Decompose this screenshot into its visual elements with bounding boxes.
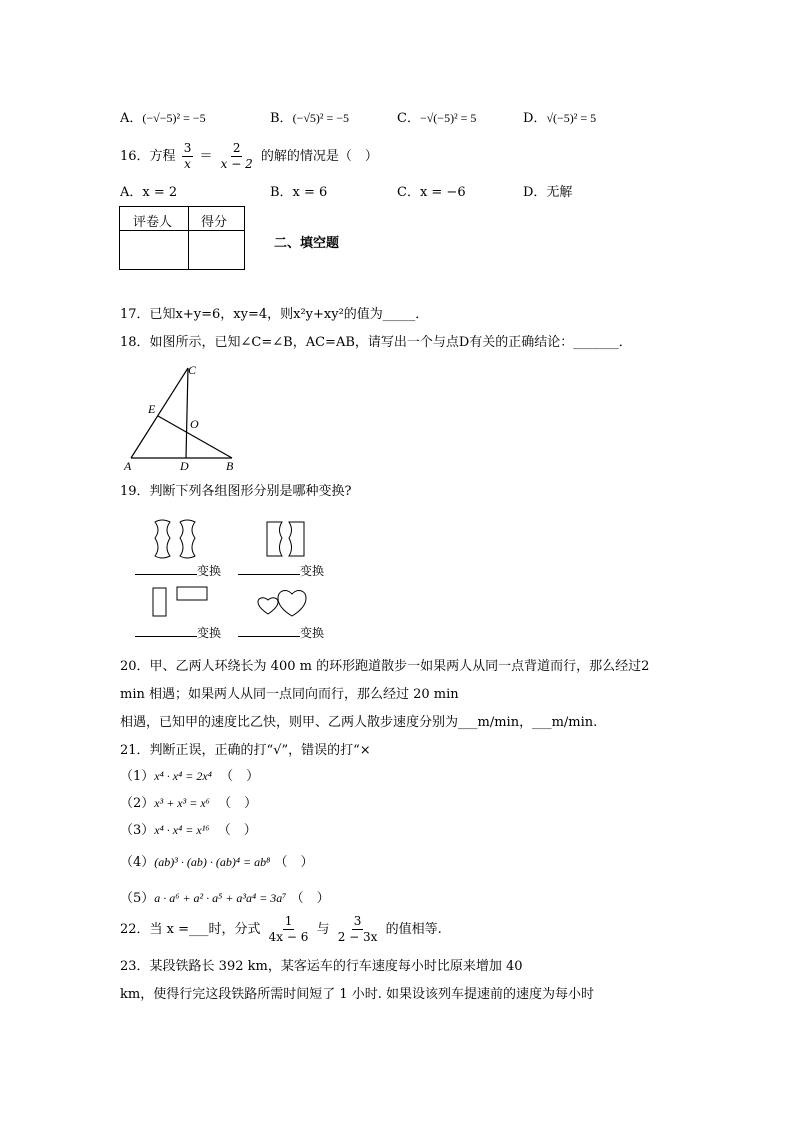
label-b: B — [226, 459, 234, 473]
q16-fraction-2: $\frac{2}{x - 2}$ — [220, 141, 253, 171]
q21-item-4: （4）(ab)³ · (ab) · (ab)⁴ = ab⁸ （ ） — [120, 855, 314, 870]
q15-option-b: B．(−√5)² = −5 — [270, 111, 350, 126]
q21-item-3: （3）x⁴ · x⁴ = x¹⁶ （ ） — [120, 823, 257, 838]
scaled-hearts-pair — [254, 584, 310, 620]
q16-option-c: C．x = −6 — [397, 185, 466, 200]
q16-question: 16．方程 $\frac{3}{x}$ ＝ $\frac{2}{x - 2}$ 的解的情况是（ ） — [120, 141, 378, 171]
label-a: A — [124, 459, 132, 473]
q16-option-b: B．x = 6 — [270, 185, 328, 200]
q15-option-d: D．√(−5)² = 5 — [523, 111, 597, 126]
q19-blank-3: 变换 — [135, 624, 221, 643]
q16-option-d: D．无解 — [523, 185, 573, 200]
q18-question: 18．如图所示，已知∠C=∠B，AC=AB，请写出一个与点D有关的正确结论：_______． — [120, 335, 632, 350]
q21-question: 21．判断正误，正确的打“√”，错误的打“× — [120, 743, 371, 758]
label-d: D — [180, 459, 189, 473]
label-e: E — [148, 402, 156, 416]
q19-blank-4: 变换 — [238, 624, 324, 643]
reflected-shapes-pair — [262, 518, 312, 560]
q20-line-2: min 相遇；如果两人从同一点同向而行，那么经过 20 min — [120, 687, 459, 702]
q19-blank-1: 变换 — [135, 562, 221, 581]
q21-item-1: （1）x⁴ · x⁴ = 2x⁴ （ ） — [120, 769, 260, 784]
wave-shapes-pair — [150, 518, 210, 560]
q23-line-2: km，使得行完这段铁路所需时间短了 1 小时. 如果设该列车提速前的速度为每小时 — [120, 987, 595, 1002]
q17-question: 17．已知x+y=6，xy=4，则x²y+xy²的值为_____． — [120, 307, 429, 322]
q22-fraction-2: $\frac{3}{2 - 3x}$ — [337, 914, 378, 944]
q15-option-a: A．(−√−5)² = −5 — [120, 111, 206, 126]
q20-line-3: 相遇，已知甲的速度比乙快，则甲、乙两人散步速度分别为___m/min，___m/min. — [120, 715, 598, 730]
q23-line-1: 23．某段铁路长 392 km，某客运车的行车速度每小时比原来增加 40 — [120, 959, 523, 974]
q21-item-2: （2）x³ + x³ = x⁶ （ ） — [120, 796, 258, 811]
q20-line-1: 20．甲、乙两人环绕长为 400 m 的环形跑道散步一如果两人从同一点背道而行，那么经过2 — [120, 659, 650, 674]
label-o: O — [190, 417, 199, 431]
score-table-header-score: 得分 — [201, 215, 228, 230]
q21-item-5: （5）a · a⁶ + a² · a⁵ + a³a⁴ = 3a⁷ （ ） — [120, 891, 330, 906]
section-title: 二、填空题 — [274, 236, 340, 251]
triangle-figure — [120, 360, 250, 475]
q15-option-c: C．−√(−5)² = 5 — [397, 111, 477, 126]
q16-option-a: A．x = 2 — [120, 185, 178, 200]
score-table-header-grader: 评卷人 — [133, 215, 173, 230]
q22-fraction-1: $\frac{1}{4x - 6}$ — [268, 914, 309, 944]
label-c: C — [188, 363, 197, 377]
q19-question: 19．判断下列各组图形分别是哪种变换? — [120, 484, 352, 499]
rotated-rectangles-pair — [150, 584, 212, 620]
q19-blank-2: 变换 — [238, 562, 324, 581]
q16-fraction-1: $\frac{3}{x}$ — [183, 141, 192, 171]
q22-question: 22．当 x =___时，分式 $\frac{1}{4x - 6}$ 与 $\frac{3}{2 - 3x}$ 的值相等. — [120, 914, 442, 944]
